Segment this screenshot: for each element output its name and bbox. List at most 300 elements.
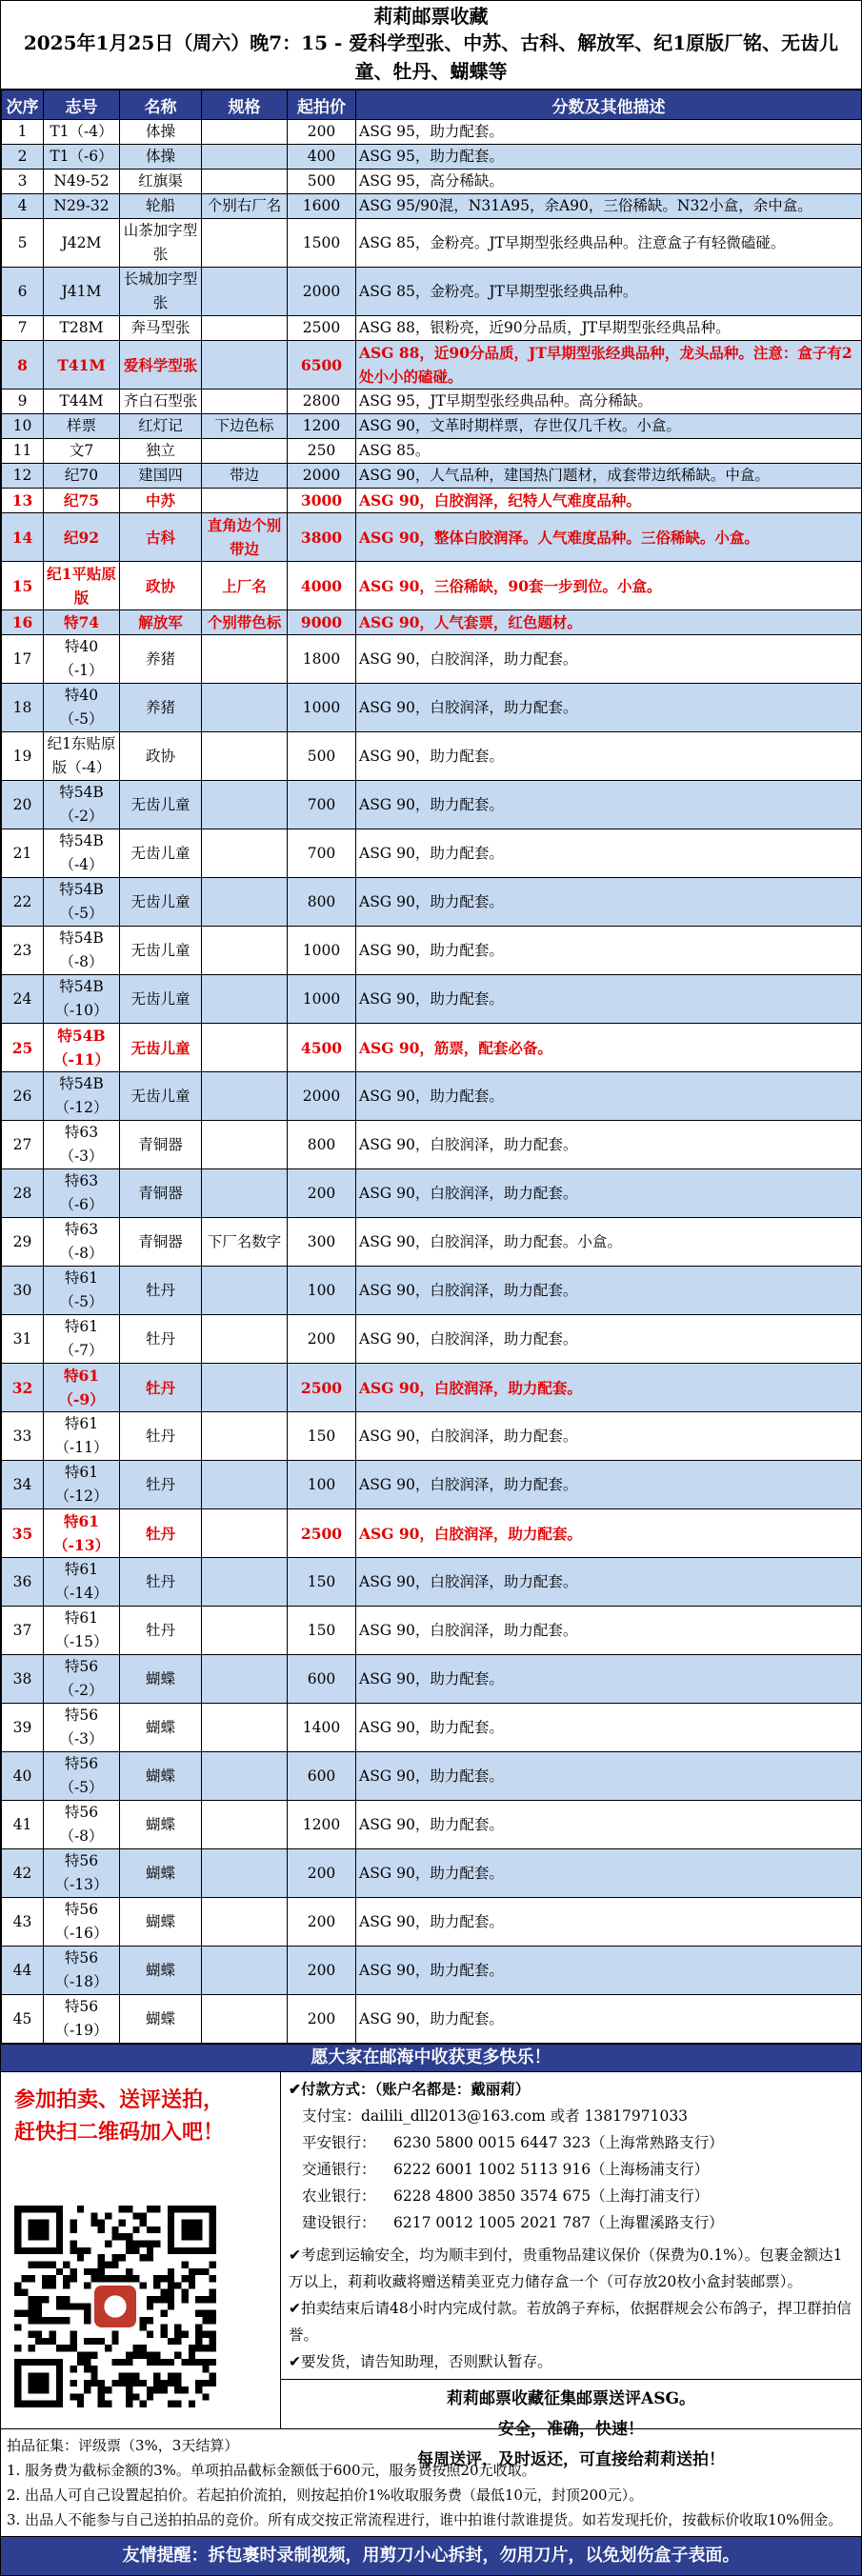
lot-spec <box>202 1947 288 1995</box>
lot-description: ASG 90，白胶润泽，助力配套。 <box>356 1315 862 1364</box>
lot-price: 4000 <box>288 562 356 610</box>
lot-code: 特54B（-12） <box>44 1072 120 1121</box>
col-header-no: 次序 <box>2 90 44 120</box>
table-row <box>2 878 862 927</box>
lot-code: 特63（-8） <box>44 1218 120 1267</box>
lot-code: 特61（-14） <box>44 1558 120 1607</box>
lot-price: 600 <box>288 1655 356 1704</box>
lot-price: 300 <box>288 1218 356 1267</box>
lot-name: 青铜器 <box>120 1218 202 1267</box>
lot-name: 无齿儿童 <box>120 781 202 829</box>
payment-title: ✔付款方式：（账户名都是：戴丽莉） <box>289 2080 531 2098</box>
lot-description: ASG 90，助力配套。 <box>356 732 862 781</box>
lot-code: 纪1东贴原版（-4） <box>44 732 120 781</box>
collect-line: 安全，准确，快速！ <box>498 2420 644 2439</box>
lot-price: 600 <box>288 1752 356 1801</box>
lot-description: ASG 90，助力配套。 <box>356 781 862 829</box>
lot-price: 100 <box>288 1461 356 1509</box>
lot-price: 1200 <box>288 1801 356 1849</box>
lot-spec <box>202 1315 288 1364</box>
lot-code: 文7 <box>44 439 120 464</box>
lot-number: 30 <box>2 1267 44 1315</box>
lot-price: 1800 <box>288 635 356 684</box>
lot-name: 红灯记 <box>120 414 202 439</box>
lot-spec <box>202 732 288 781</box>
lot-spec <box>202 1995 288 2044</box>
lot-code: 特56（-5） <box>44 1752 120 1801</box>
lot-spec <box>202 635 288 684</box>
lot-number: 34 <box>2 1461 44 1509</box>
lot-description: ASG 95，JT早期型张经典品种。高分稀缺。 <box>356 389 862 414</box>
lot-description: ASG 90，白胶润泽，助力配套。 <box>356 1169 862 1218</box>
lot-description: ASG 90，助力配套。 <box>356 927 862 975</box>
lot-number: 41 <box>2 1801 44 1849</box>
lot-description: ASG 90，助力配套。 <box>356 1898 862 1947</box>
col-header-code: 志号 <box>44 90 120 120</box>
table-row <box>2 1218 862 1267</box>
lot-price: 3800 <box>288 513 356 562</box>
lot-name: 无齿儿童 <box>120 878 202 927</box>
lot-number: 22 <box>2 878 44 927</box>
rules-line: 拍品征集：评级票（3%，3天结算） <box>7 2437 239 2454</box>
lot-price: 2000 <box>288 1072 356 1121</box>
lot-code: T44M <box>44 389 120 414</box>
lot-description: ASG 85，金粉亮。JT早期型张经典品种。 <box>356 268 862 316</box>
lot-code: 特56（-8） <box>44 1801 120 1849</box>
lot-code: N49-52 <box>44 170 120 194</box>
lot-spec <box>202 975 288 1024</box>
table-row <box>2 489 862 513</box>
lot-spec <box>202 1752 288 1801</box>
lot-description: ASG 90，白胶润泽，助力配套。 <box>356 1121 862 1169</box>
lot-spec <box>202 1898 288 1947</box>
table-row <box>2 1461 862 1509</box>
table-row <box>2 145 862 170</box>
lot-code: 特61（-5） <box>44 1267 120 1315</box>
lot-name: 牡丹 <box>120 1509 202 1558</box>
lot-number: 5 <box>2 219 44 268</box>
lot-name: 政协 <box>120 732 202 781</box>
note-item: ✔考虑到运输安全，均为顺丰到付，贵重物品建议保价（保费为0.1%）。包裹金额达1万以上，莉莉收藏将赠送精美亚克力储存盒一个（可存放20枚小盒封装邮票）。 <box>289 2247 843 2290</box>
lot-spec <box>202 341 288 389</box>
lot-description: ASG 90，助力配套。 <box>356 1947 862 1995</box>
lot-spec <box>202 389 288 414</box>
lot-spec <box>202 878 288 927</box>
lot-spec <box>202 1461 288 1509</box>
lot-number: 42 <box>2 1849 44 1898</box>
lot-description: ASG 90，三俗稀缺，90套一步到位。小盒。 <box>356 562 862 610</box>
lot-name: 体操 <box>120 145 202 170</box>
lot-number: 10 <box>2 414 44 439</box>
lot-name: 解放军 <box>120 610 202 635</box>
lot-code: 特40（-1） <box>44 635 120 684</box>
lot-number: 9 <box>2 389 44 414</box>
lot-name: 齐白石型张 <box>120 389 202 414</box>
table-row <box>2 975 862 1024</box>
lot-spec <box>202 781 288 829</box>
qr-code[interactable] <box>14 2206 216 2407</box>
lot-description: ASG 85。 <box>356 439 862 464</box>
lot-description: ASG 90，助力配套。 <box>356 1752 862 1801</box>
lot-spec: 上厂名 <box>202 562 288 610</box>
lot-price: 250 <box>288 439 356 464</box>
page-subtitle: 2025年1月25日（周六）晚7：15 - 爱科学型张、中苏、古科、解放军、纪1原版厂铭、无齿儿童、牡丹、蝴蝶等 <box>23 31 839 83</box>
lot-number: 43 <box>2 1898 44 1947</box>
lot-name: 蝴蝶 <box>120 1655 202 1704</box>
table-row <box>2 439 862 464</box>
lot-spec <box>202 1072 288 1121</box>
lot-code: T1（-6） <box>44 145 120 170</box>
lot-name: 建国四 <box>120 464 202 489</box>
lot-description: ASG 90，人气品种，建国热门题材，成套带边纸稀缺。中盒。 <box>356 464 862 489</box>
alipay-line: 支付宝：dailili_dll2013@163.com 或者 13817971033 <box>302 2107 689 2125</box>
lot-price: 100 <box>288 1267 356 1315</box>
lot-spec: 个别右厂名 <box>202 194 288 219</box>
lot-description: ASG 90，白胶润泽，助力配套。 <box>356 1461 862 1509</box>
lot-code: 特54B（-4） <box>44 829 120 878</box>
header <box>1 1 861 90</box>
lot-name: 红旗渠 <box>120 170 202 194</box>
lot-price: 800 <box>288 1121 356 1169</box>
lot-price: 2000 <box>288 268 356 316</box>
lot-description: ASG 90，白胶润泽，助力配套。 <box>356 1364 862 1412</box>
table-row <box>2 1995 862 2044</box>
lot-spec <box>202 684 288 732</box>
lot-spec <box>202 927 288 975</box>
collect-line: 每周送评，及时返还，可直接给莉莉送拍！ <box>417 2450 725 2469</box>
lot-description: ASG 90，白胶润泽，助力配套。 <box>356 1509 862 1558</box>
lot-spec <box>202 316 288 341</box>
lot-description: ASG 85，金粉亮。JT早期型张经典品种。注意盒子有轻微磕碰。 <box>356 219 862 268</box>
table-row <box>2 316 862 341</box>
lot-description: ASG 90，白胶润泽，助力配套。小盒。 <box>356 1218 862 1267</box>
lot-description: ASG 90，白胶润泽，助力配套。 <box>356 1607 862 1655</box>
lot-price: 2500 <box>288 316 356 341</box>
lot-name: 牡丹 <box>120 1607 202 1655</box>
lot-code: J42M <box>44 219 120 268</box>
lot-price: 200 <box>288 1315 356 1364</box>
table-row <box>2 732 862 781</box>
lot-code: 特61（-15） <box>44 1607 120 1655</box>
lot-description: ASG 95，高分稀缺。 <box>356 170 862 194</box>
lot-code: 特40（-5） <box>44 684 120 732</box>
bank-line: 平安银行： 6230 5800 0015 6447 323（上海常熟路支行） <box>302 2134 724 2151</box>
lot-description: ASG 90，白胶润泽，助力配套。 <box>356 1267 862 1315</box>
lot-spec <box>202 439 288 464</box>
lot-code: 纪75 <box>44 489 120 513</box>
lot-name: 牡丹 <box>120 1267 202 1315</box>
lot-price: 2500 <box>288 1364 356 1412</box>
lot-description: ASG 90，助力配套。 <box>356 1995 862 2044</box>
promo-line: 赶快扫二维码加入吧！ <box>14 2120 225 2145</box>
lot-spec <box>202 1412 288 1461</box>
table-row <box>2 1752 862 1801</box>
lot-number: 13 <box>2 489 44 513</box>
lot-spec <box>202 120 288 145</box>
table-row <box>2 120 862 145</box>
table-row <box>2 341 862 389</box>
table-row <box>2 829 862 878</box>
lot-number: 20 <box>2 781 44 829</box>
lot-spec <box>202 489 288 513</box>
lot-code: 纪70 <box>44 464 120 489</box>
table-row <box>2 1849 862 1898</box>
lot-code: 特61（-12） <box>44 1461 120 1509</box>
table-row <box>2 1558 862 1607</box>
table-row <box>2 1509 862 1558</box>
join-promo <box>1 2072 280 2148</box>
lot-number: 3 <box>2 170 44 194</box>
lot-description: ASG 90，助力配套。 <box>356 1849 862 1898</box>
table-row <box>2 1947 862 1995</box>
lot-description: ASG 90，助力配套。 <box>356 878 862 927</box>
table-row <box>2 1801 862 1849</box>
lot-code: 特61（-13） <box>44 1509 120 1558</box>
lot-spec <box>202 1267 288 1315</box>
lot-spec <box>202 829 288 878</box>
lot-name: 爱科学型张 <box>120 341 202 389</box>
lot-code: 纪92 <box>44 513 120 562</box>
lot-price: 700 <box>288 781 356 829</box>
lot-price: 1200 <box>288 414 356 439</box>
lot-price: 200 <box>288 1898 356 1947</box>
lot-price: 9000 <box>288 610 356 635</box>
lot-number: 38 <box>2 1655 44 1704</box>
col-header-spec: 规格 <box>202 90 288 120</box>
lot-description: ASG 95，助力配套。 <box>356 120 862 145</box>
lot-price: 800 <box>288 878 356 927</box>
lot-number: 4 <box>2 194 44 219</box>
lot-description: ASG 90，助力配套。 <box>356 829 862 878</box>
lot-number: 37 <box>2 1607 44 1655</box>
lot-price: 6500 <box>288 341 356 389</box>
lot-description: ASG 90，文革时期样票，存世仅几千枚。小盒。 <box>356 414 862 439</box>
lot-name: 山茶加字型张 <box>120 219 202 268</box>
lot-description: ASG 90，筋票，配套必备。 <box>356 1024 862 1072</box>
lot-price: 400 <box>288 145 356 170</box>
lot-spec <box>202 1558 288 1607</box>
lot-code: 样票 <box>44 414 120 439</box>
table-row <box>2 610 862 635</box>
table-row <box>2 684 862 732</box>
table-row <box>2 194 862 219</box>
lot-description: ASG 90，整体白胶润泽。人气难度品种。三俗稀缺。小盒。 <box>356 513 862 562</box>
lot-price: 500 <box>288 170 356 194</box>
lot-price: 1000 <box>288 684 356 732</box>
lot-code: 特54B（-10） <box>44 975 120 1024</box>
table-row <box>2 1169 862 1218</box>
lot-code: 特63（-3） <box>44 1121 120 1169</box>
lot-code: 特74 <box>44 610 120 635</box>
table-row <box>2 170 862 194</box>
lot-name: 蝴蝶 <box>120 1995 202 2044</box>
lot-number: 23 <box>2 927 44 975</box>
lot-number: 29 <box>2 1218 44 1267</box>
lot-code: T1（-4） <box>44 120 120 145</box>
lot-spec <box>202 1849 288 1898</box>
bank-line: 建设银行： 6217 0012 1005 2021 787（上海瞿溪路支行） <box>302 2214 724 2231</box>
lot-name: 古科 <box>120 513 202 562</box>
lot-spec <box>202 1169 288 1218</box>
lot-price: 200 <box>288 1947 356 1995</box>
lot-number: 1 <box>2 120 44 145</box>
note-item: ✔要发货，请告知助理，否则默认暂存。 <box>289 2353 552 2370</box>
lot-code: 特56（-16） <box>44 1898 120 1947</box>
lot-name: 蝴蝶 <box>120 1849 202 1898</box>
lot-name: 政协 <box>120 562 202 610</box>
lot-number: 21 <box>2 829 44 878</box>
lot-price: 4500 <box>288 1024 356 1072</box>
lot-spec: 下厂名数字 <box>202 1218 288 1267</box>
lot-description: ASG 90，助力配套。 <box>356 1704 862 1752</box>
table-row <box>2 1267 862 1315</box>
lot-name: 独立 <box>120 439 202 464</box>
lot-spec <box>202 1509 288 1558</box>
lot-description: ASG 90，人气套票，红色题材。 <box>356 610 862 635</box>
lot-name: 牡丹 <box>120 1412 202 1461</box>
lot-price: 1400 <box>288 1704 356 1752</box>
lot-name: 牡丹 <box>120 1461 202 1509</box>
lot-description: ASG 90，白胶润泽，助力配套。 <box>356 684 862 732</box>
table-row <box>2 635 862 684</box>
lot-spec <box>202 1704 288 1752</box>
lot-code: 特54B（-8） <box>44 927 120 975</box>
lot-description: ASG 90，白胶润泽，助力配套。 <box>356 1412 862 1461</box>
table-row <box>2 464 862 489</box>
lot-description: ASG 90，助力配套。 <box>356 1072 862 1121</box>
col-header-price: 起拍价 <box>288 90 356 120</box>
lot-name: 奔马型张 <box>120 316 202 341</box>
lot-price: 150 <box>288 1412 356 1461</box>
lot-description: ASG 90，助力配套。 <box>356 975 862 1024</box>
lot-name: 体操 <box>120 120 202 145</box>
lot-description: ASG 90，白胶润泽，助力配套。 <box>356 1558 862 1607</box>
lot-number: 45 <box>2 1995 44 2044</box>
lot-number: 11 <box>2 439 44 464</box>
lot-number: 18 <box>2 684 44 732</box>
lot-name: 无齿儿童 <box>120 927 202 975</box>
shipping-notes <box>289 2236 853 2375</box>
lot-number: 7 <box>2 316 44 341</box>
lot-price: 3000 <box>288 489 356 513</box>
bank-line: 农业银行： 6228 4800 3850 3574 675（上海打浦支行） <box>302 2187 710 2205</box>
lot-number: 28 <box>2 1169 44 1218</box>
lot-name: 牡丹 <box>120 1315 202 1364</box>
rules-line: 1. 服务费为截标金额的3%。单项拍品截标金额低于600元，服务费按照20元收取。 <box>7 2462 536 2479</box>
lot-code: 特54B（-11） <box>44 1024 120 1072</box>
lot-number: 19 <box>2 732 44 781</box>
table-row <box>2 562 862 610</box>
lot-number: 6 <box>2 268 44 316</box>
table-row <box>2 927 862 975</box>
lot-description: ASG 95/90混，N31A95，余A90，三俗稀缺。N32小盒，余中盒。 <box>356 194 862 219</box>
lot-description: ASG 90，助力配套。 <box>356 1655 862 1704</box>
lot-description: ASG 90，助力配套。 <box>356 1801 862 1849</box>
lot-spec: 直角边个别带边 <box>202 513 288 562</box>
lot-code: 特61（-11） <box>44 1412 120 1461</box>
lot-price: 150 <box>288 1607 356 1655</box>
table-row <box>2 1364 862 1412</box>
lot-code: 特56（-3） <box>44 1704 120 1752</box>
lot-spec: 带边 <box>202 464 288 489</box>
lot-code: T41M <box>44 341 120 389</box>
lot-number: 16 <box>2 610 44 635</box>
lot-spec <box>202 145 288 170</box>
lot-code: 特54B（-5） <box>44 878 120 927</box>
table-row <box>2 414 862 439</box>
table-row <box>2 1607 862 1655</box>
lot-price: 200 <box>288 1995 356 2044</box>
lot-number: 2 <box>2 145 44 170</box>
lot-number: 12 <box>2 464 44 489</box>
lot-price: 2500 <box>288 1509 356 1558</box>
lot-description: ASG 88，银粉亮，近90分品质，JT早期型张经典品种。 <box>356 316 862 341</box>
lot-name: 青铜器 <box>120 1169 202 1218</box>
lot-code: N29-32 <box>44 194 120 219</box>
lot-number: 25 <box>2 1024 44 1072</box>
lot-spec <box>202 1801 288 1849</box>
lot-number: 40 <box>2 1752 44 1801</box>
lot-number: 33 <box>2 1412 44 1461</box>
bank-line: 交通银行： 6222 6001 1002 5113 916（上海杨浦支行） <box>302 2161 710 2178</box>
table-row <box>2 389 862 414</box>
table-row <box>2 268 862 316</box>
lot-name: 蝴蝶 <box>120 1801 202 1849</box>
table-row <box>2 1121 862 1169</box>
lot-code: 特54B（-2） <box>44 781 120 829</box>
lot-code: 纪1平贴原版 <box>44 562 120 610</box>
lot-code: 特61（-7） <box>44 1315 120 1364</box>
lots-table-body <box>2 120 862 2044</box>
lot-name: 长城加字型张 <box>120 268 202 316</box>
lot-spec <box>202 219 288 268</box>
lot-name: 无齿儿童 <box>120 1024 202 1072</box>
table-row <box>2 1655 862 1704</box>
payment-column <box>281 2072 861 2469</box>
lot-price: 1600 <box>288 194 356 219</box>
lot-name: 牡丹 <box>120 1364 202 1412</box>
lot-price: 200 <box>288 120 356 145</box>
lot-price: 500 <box>288 732 356 781</box>
lot-description: ASG 88，近90分品质，JT早期型张经典品种，龙头品种。注意：盒子有2处小小的磕碰。 <box>356 341 862 389</box>
lot-name: 青铜器 <box>120 1121 202 1169</box>
lot-spec <box>202 268 288 316</box>
lot-spec: 个别带色标 <box>202 610 288 635</box>
lot-name: 中苏 <box>120 489 202 513</box>
lot-number: 8 <box>2 341 44 389</box>
lot-price: 2000 <box>288 464 356 489</box>
lot-price: 700 <box>288 829 356 878</box>
lot-description: ASG 90，白胶润泽，助力配套。 <box>356 635 862 684</box>
lot-number: 24 <box>2 975 44 1024</box>
qr-panel <box>1 2072 281 2428</box>
lot-code: 特56（-2） <box>44 1655 120 1704</box>
lot-price: 150 <box>288 1558 356 1607</box>
lot-name: 蝴蝶 <box>120 1704 202 1752</box>
table-row <box>2 1024 862 1072</box>
lot-number: 36 <box>2 1558 44 1607</box>
lot-number: 44 <box>2 1947 44 1995</box>
friendly-reminder: 友情提醒：拆包裹时录制视频，用剪刀小心拆封，勿用刀片，以免划伤盒子表面。 <box>1 2537 861 2575</box>
table-row <box>2 1412 862 1461</box>
lot-spec <box>202 1024 288 1072</box>
lot-name: 蝴蝶 <box>120 1752 202 1801</box>
lot-price: 1500 <box>288 219 356 268</box>
lot-code: 特56（-19） <box>44 1995 120 2044</box>
collect-line: 莉莉邮票收藏征集邮票送评ASG。 <box>447 2389 695 2408</box>
lot-spec <box>202 1607 288 1655</box>
lot-name: 养猪 <box>120 635 202 684</box>
